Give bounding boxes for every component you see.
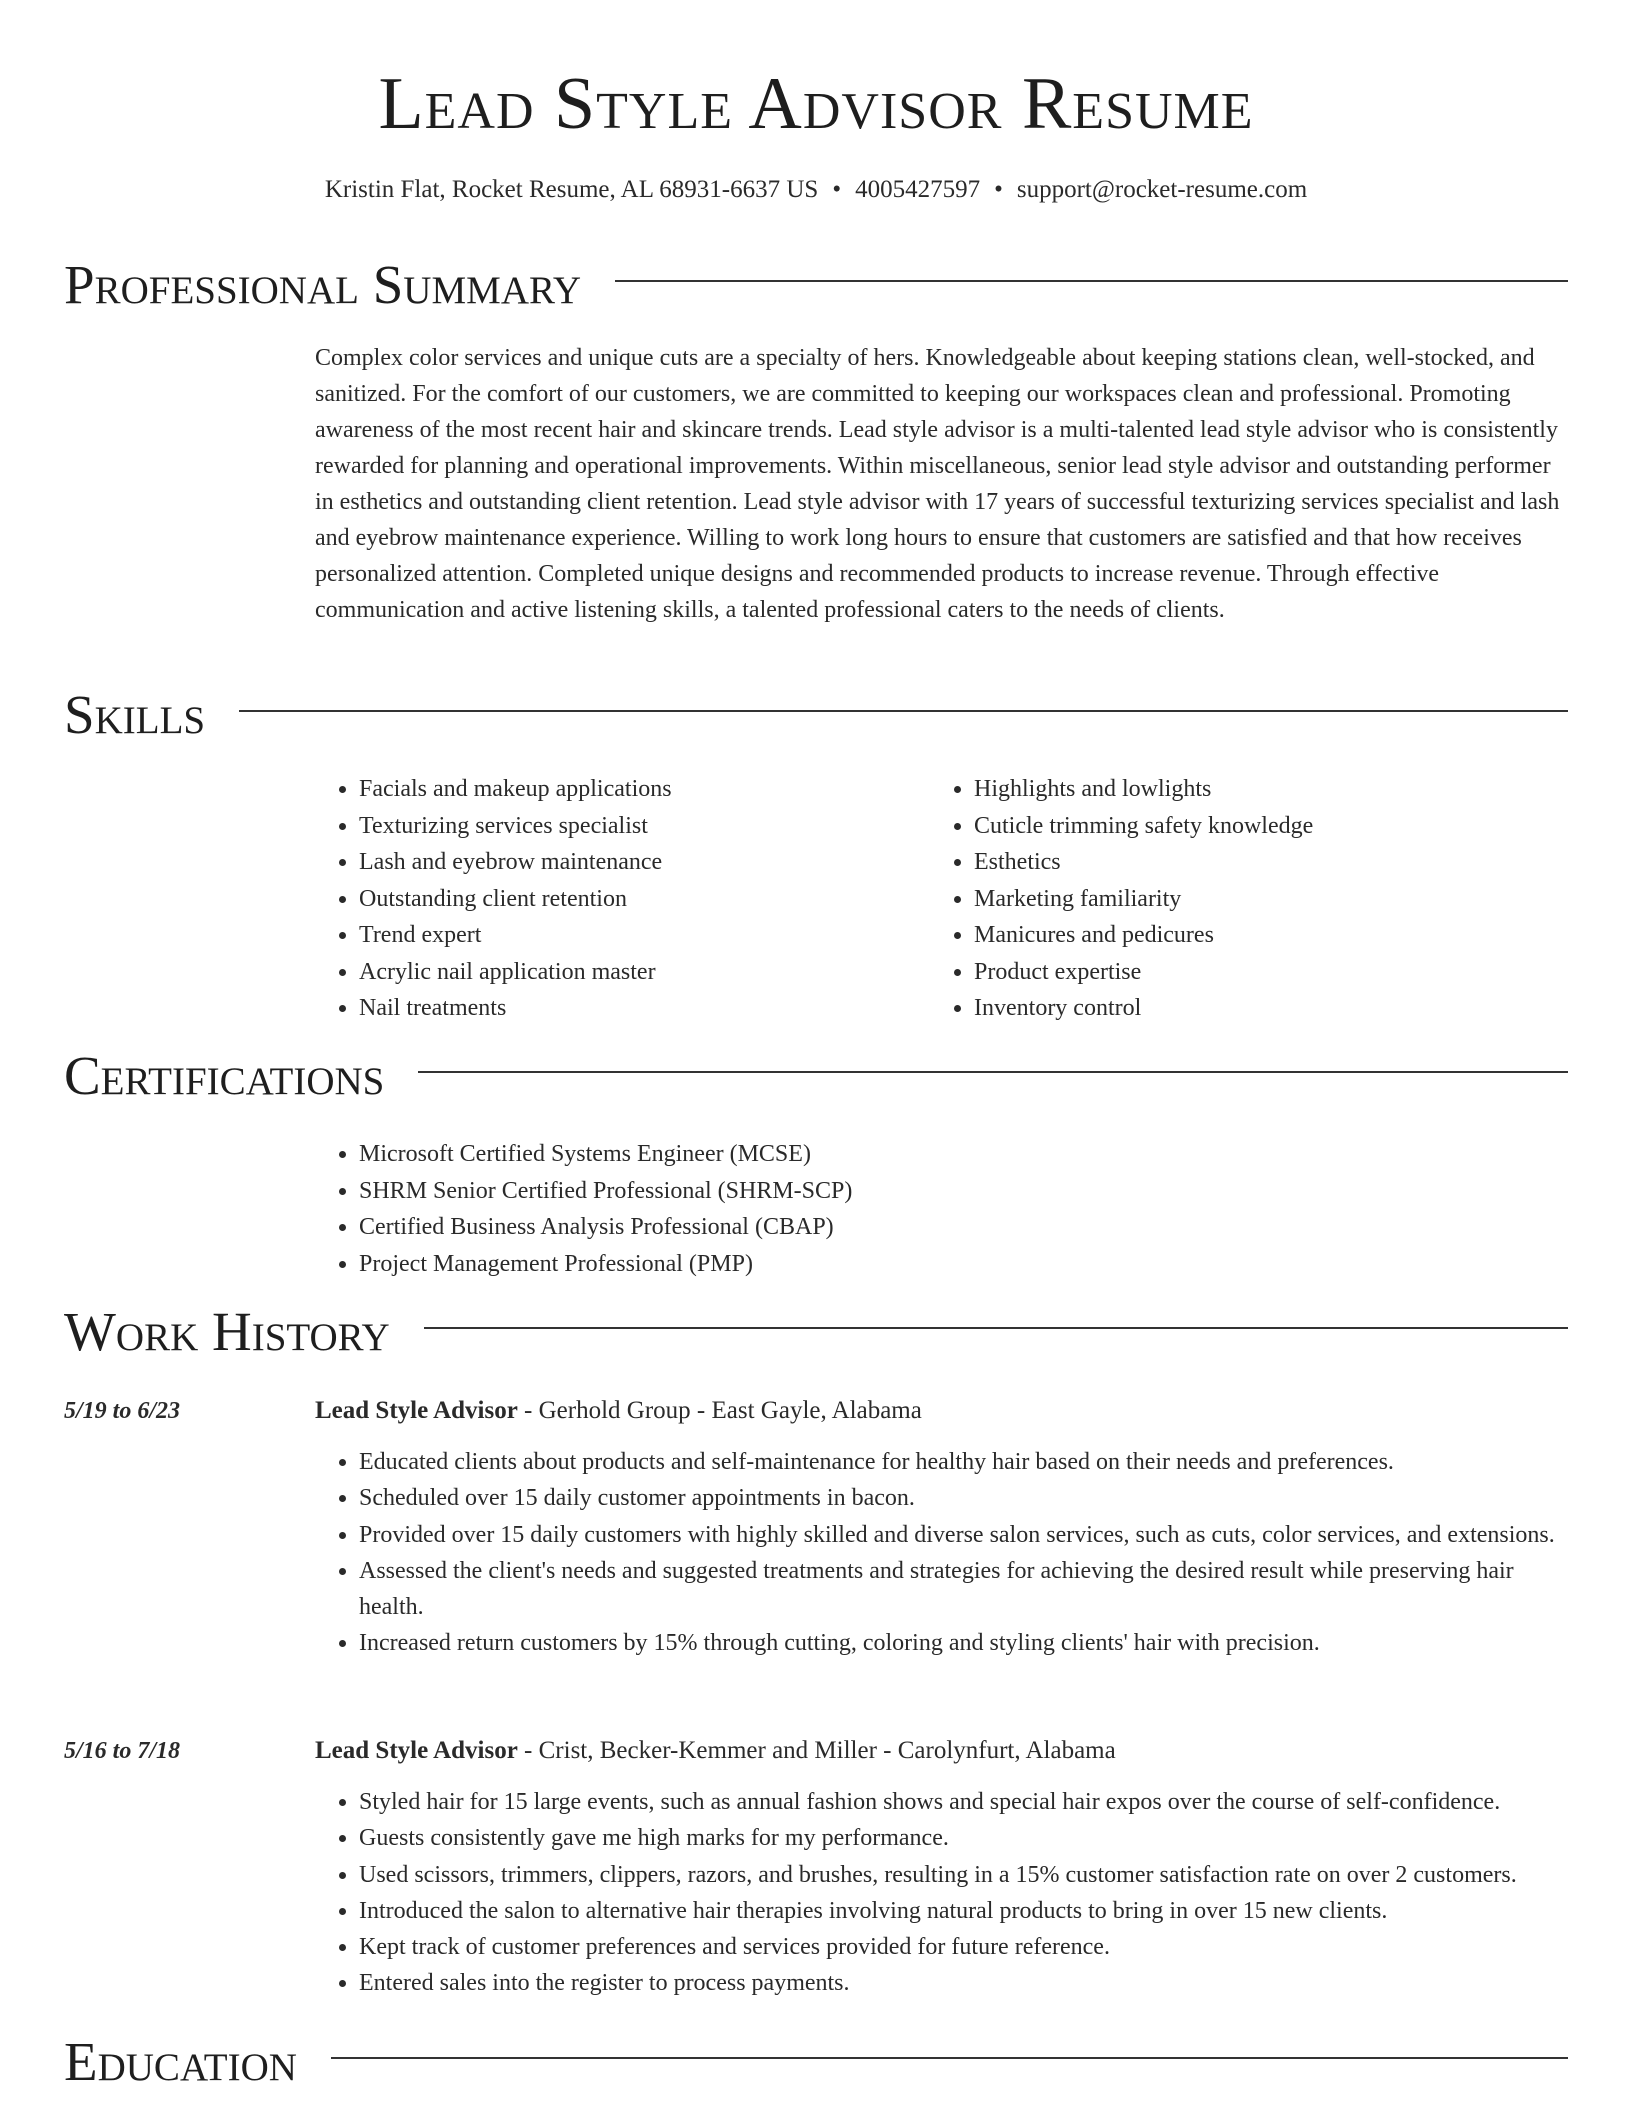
certifications-list [315,1136,1215,1282]
job-duty-item: • Used scissors, trimmers, clippers, razors, and brushes, resulting in a 15% customer satisfaction rate on over 2 customers. [359,1857,1573,1893]
skills-column-left [315,771,875,1027]
certifications-section-header [64,1044,1568,1108]
section-divider [418,1071,1568,1073]
work-history-section-title: Work History [64,1301,390,1362]
job-duty-item: • Entered sales into the register to process payments. [359,1965,1573,2001]
summary-section-header [64,253,1568,317]
job-dates: 5/16 to 7/18 [64,1738,181,1764]
certification-item: • Project Management Professional (PMP) [359,1246,1215,1283]
certification-item: • Certified Business Analysis Professional (CBAP) [359,1209,1215,1246]
job-header [315,1733,1116,1769]
skill-item: • Inventory control [974,990,1550,1027]
job-duty-item: • Styled hair for 15 large events, such as annual fashion shows and special hair expos over the course of self-confidence. [359,1784,1573,1820]
job-duty-item: • Increased return customers by 15% through cutting, coloring and styling clients' hair with precision. [359,1625,1573,1661]
skill-item: • Trend expert [359,917,875,954]
skill-item: • Texturizing services specialist [359,808,875,845]
skill-item: • Product expertise [974,954,1550,991]
job-duty-item: • Guests consistently gave me high marks for my performance. [359,1820,1573,1856]
skill-item: • Nail treatments [359,990,875,1027]
skill-item: • Highlights and lowlights [974,771,1550,808]
job-duties-list [315,1444,1573,1662]
job-duty-item: • Educated clients about products and self-maintenance for healthy hair based on their needs and preferences. [359,1444,1573,1480]
skill-item: • Manicures and pedicures [974,917,1550,954]
skill-item: • Esthetics [974,844,1550,881]
section-divider [615,280,1568,282]
job-company-location: - Gerhold Group - East Gayle, Alabama [517,1397,922,1424]
certification-item: • Microsoft Certified Systems Engineer (MCSE) [359,1136,1215,1173]
contact-line [0,172,1632,208]
skill-item: • Marketing familiarity [974,881,1550,918]
job-title: Lead Style Advisor [315,1737,518,1764]
skill-item: • Cuticle trimming safety knowledge [974,808,1550,845]
education-section-title: Education [64,2031,297,2092]
job-header [315,1393,922,1429]
job-duties-list [315,1784,1573,2002]
section-divider [424,1327,1568,1329]
skill-item: • Facials and makeup applications [359,771,875,808]
contact-email[interactable]: support@rocket-resume.com [1016,176,1308,203]
work-history-section-header [64,1300,1568,1364]
resume-title: Lead Style Advisor Resume [378,63,1254,145]
job-duty-item: • Assessed the client's needs and suggested treatments and strategies for achieving the desired result while preserving hair health. [359,1553,1573,1626]
education-section-header [64,2030,1568,2094]
job-company-location: - Crist, Becker-Kemmer and Miller - Carolynfurt, Alabama [517,1737,1116,1764]
contact-separator: • [832,176,842,203]
contact-phone: 4005427597 [855,176,981,203]
summary-section-title: Professional Summary [64,254,582,315]
contact-address: Kristin Flat, Rocket Resume, AL 68931-6637 US [324,176,819,203]
contact-separator: • [994,176,1003,203]
section-divider [239,710,1568,712]
skill-item: • Outstanding client retention [359,881,875,918]
section-divider [331,2057,1568,2059]
job-duty-item: • Provided over 15 daily customers with highly skilled and diverse salon services, such as cuts, color services, and extensions. [359,1517,1573,1553]
job-title: Lead Style Advisor [315,1397,518,1424]
job-duty-item: • Kept track of customer preferences and services provided for future reference. [359,1929,1573,1965]
job-duty-item: • Introduced the salon to alternative hair therapies involving natural products to bring in over 15 new clients. [359,1893,1573,1929]
skill-item: • Lash and eyebrow maintenance [359,844,875,881]
certifications-section-title: Certifications [64,1045,385,1106]
skills-section-title: Skills [64,684,206,745]
skills-section-header [64,683,1568,747]
certification-item: • SHRM Senior Certified Professional (SHRM-SCP) [359,1173,1215,1210]
skill-item: • Acrylic nail application master [359,954,875,991]
skills-column-right [930,771,1550,1027]
summary-text: Complex color services and unique cuts are a specialty of hers. Knowledgeable about keeping stations clean, well-stocked, and sanitized. For the comfort of our customers, we are committed to keeping our workspaces clean and professional. Promoting awareness of the most recent hair and skincare trends. Lead style advisor is a multi-talented lead style advisor who is consistently rewarded for planning and operational improvements. Within miscellaneous, senior lead style advisor and outstanding performer in esthetics and outstanding client retention. Lead style advisor with 17 years of successful texturizing services specialist and lash and eyebrow maintenance experience. Willing to work long hours to ensure that customers are satisfied and that how receives personalized attention. Completed unique designs and recommended products to increase revenue. Through effective communication and active listening skills, a talented professional caters to the needs of clients. [315,345,1560,623]
job-duty-item: • Scheduled over 15 daily customer appointments in bacon. [359,1480,1573,1516]
job-dates: 5/19 to 6/23 [64,1398,181,1424]
